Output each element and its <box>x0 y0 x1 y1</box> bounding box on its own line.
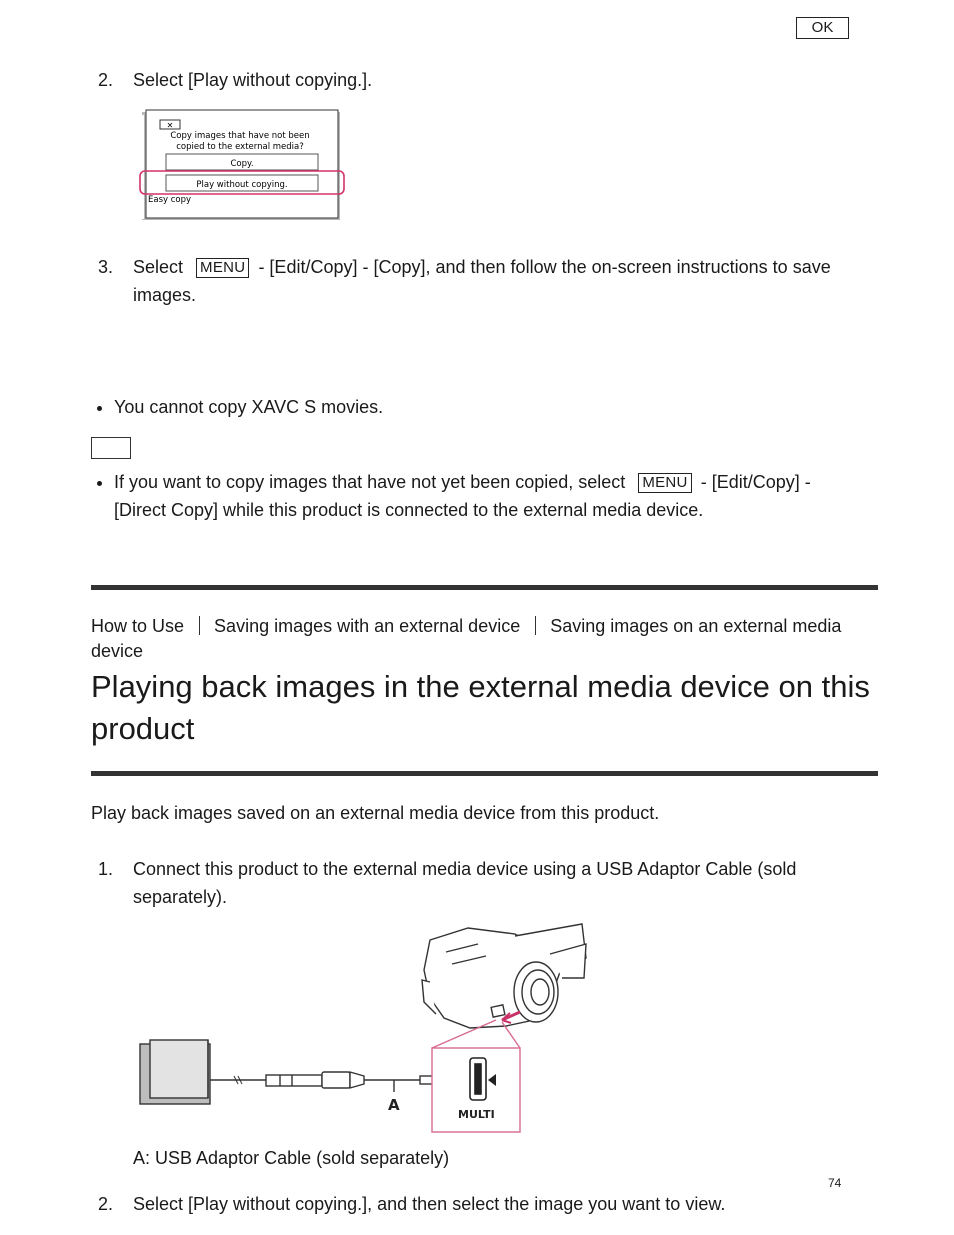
dialog-footer: Easy copy <box>148 195 192 205</box>
intro-text: Play back images saved on an external media device from this product. <box>91 803 660 823</box>
bullet-dot <box>97 406 102 411</box>
connection-illustration <box>130 922 600 1137</box>
step-number: 3. <box>97 257 113 277</box>
hint-box <box>91 437 131 459</box>
dialog-message-line1: Copy images that have not been <box>170 131 310 141</box>
label-a: A <box>388 1096 400 1114</box>
dialog-message-line2: copied to the external media? <box>176 142 304 152</box>
external-media-device-icon <box>140 1040 210 1104</box>
menu-key: MENU <box>196 258 249 278</box>
tip-line2: [Direct Copy] while this product is connected to the external media device. <box>114 500 704 520</box>
step-text-line1: Connect this product to the external media device using a USB Adaptor Cable (sold <box>133 859 797 879</box>
step-text: Select [Play without copying.]. <box>133 70 373 90</box>
breadcrumb-saving-external-media[interactable]: Saving images on an external media <box>550 616 842 636</box>
dialog-copy-label: Copy. <box>230 159 254 169</box>
step-number: 2. <box>97 70 113 90</box>
tip-text-after: - [Edit/Copy] - <box>700 472 811 492</box>
step-text-after: - [Edit/Copy] - [Copy], and then follow the on-screen instructions to save <box>258 257 831 277</box>
note-text: You cannot copy XAVC S movies. <box>114 397 384 417</box>
breadcrumb-saving-external-device[interactable]: Saving images with an external device <box>214 616 521 636</box>
step-number: 1. <box>97 859 113 879</box>
breadcrumb <box>91 614 841 639</box>
step-number: 2. <box>97 1194 113 1214</box>
copy-dialog-screenshot <box>138 108 348 224</box>
step-text-line2: images. <box>133 285 197 305</box>
page-title-line1: Playing back images in the external media device on this <box>91 669 870 704</box>
page-number: 74 <box>828 1176 842 1190</box>
dialog-play-label: Play without copying. <box>196 180 288 190</box>
section-divider <box>91 585 878 590</box>
camcorder-icon <box>422 924 586 1028</box>
tip-text-before: If you want to copy images that have not yet been copied, select <box>114 472 626 492</box>
figure-caption: A: USB Adaptor Cable (sold separately) <box>133 1148 450 1168</box>
breadcrumb-how-to-use[interactable]: How to Use <box>91 616 185 636</box>
breadcrumb-separator <box>199 616 200 635</box>
title-divider <box>91 771 878 776</box>
close-icon: ✕ <box>166 121 174 130</box>
menu-key: MENU <box>638 473 691 493</box>
tip-line1 <box>114 468 811 496</box>
step-text-line2: separately). <box>133 887 228 907</box>
step-text-before: Select <box>133 257 184 277</box>
breadcrumb-separator <box>535 616 536 635</box>
multi-label: MULTI <box>458 1108 495 1121</box>
usb-adaptor-cable <box>210 1072 450 1092</box>
step-text: Select [Play without copying.], and then select the image you want to view. <box>133 1194 726 1214</box>
multi-port-icon <box>470 1058 486 1100</box>
breadcrumb-continuation[interactable]: device <box>91 641 144 661</box>
page-title-line2: product <box>91 711 195 746</box>
ok-button-key: OK <box>796 17 849 39</box>
bullet-dot <box>97 481 102 486</box>
